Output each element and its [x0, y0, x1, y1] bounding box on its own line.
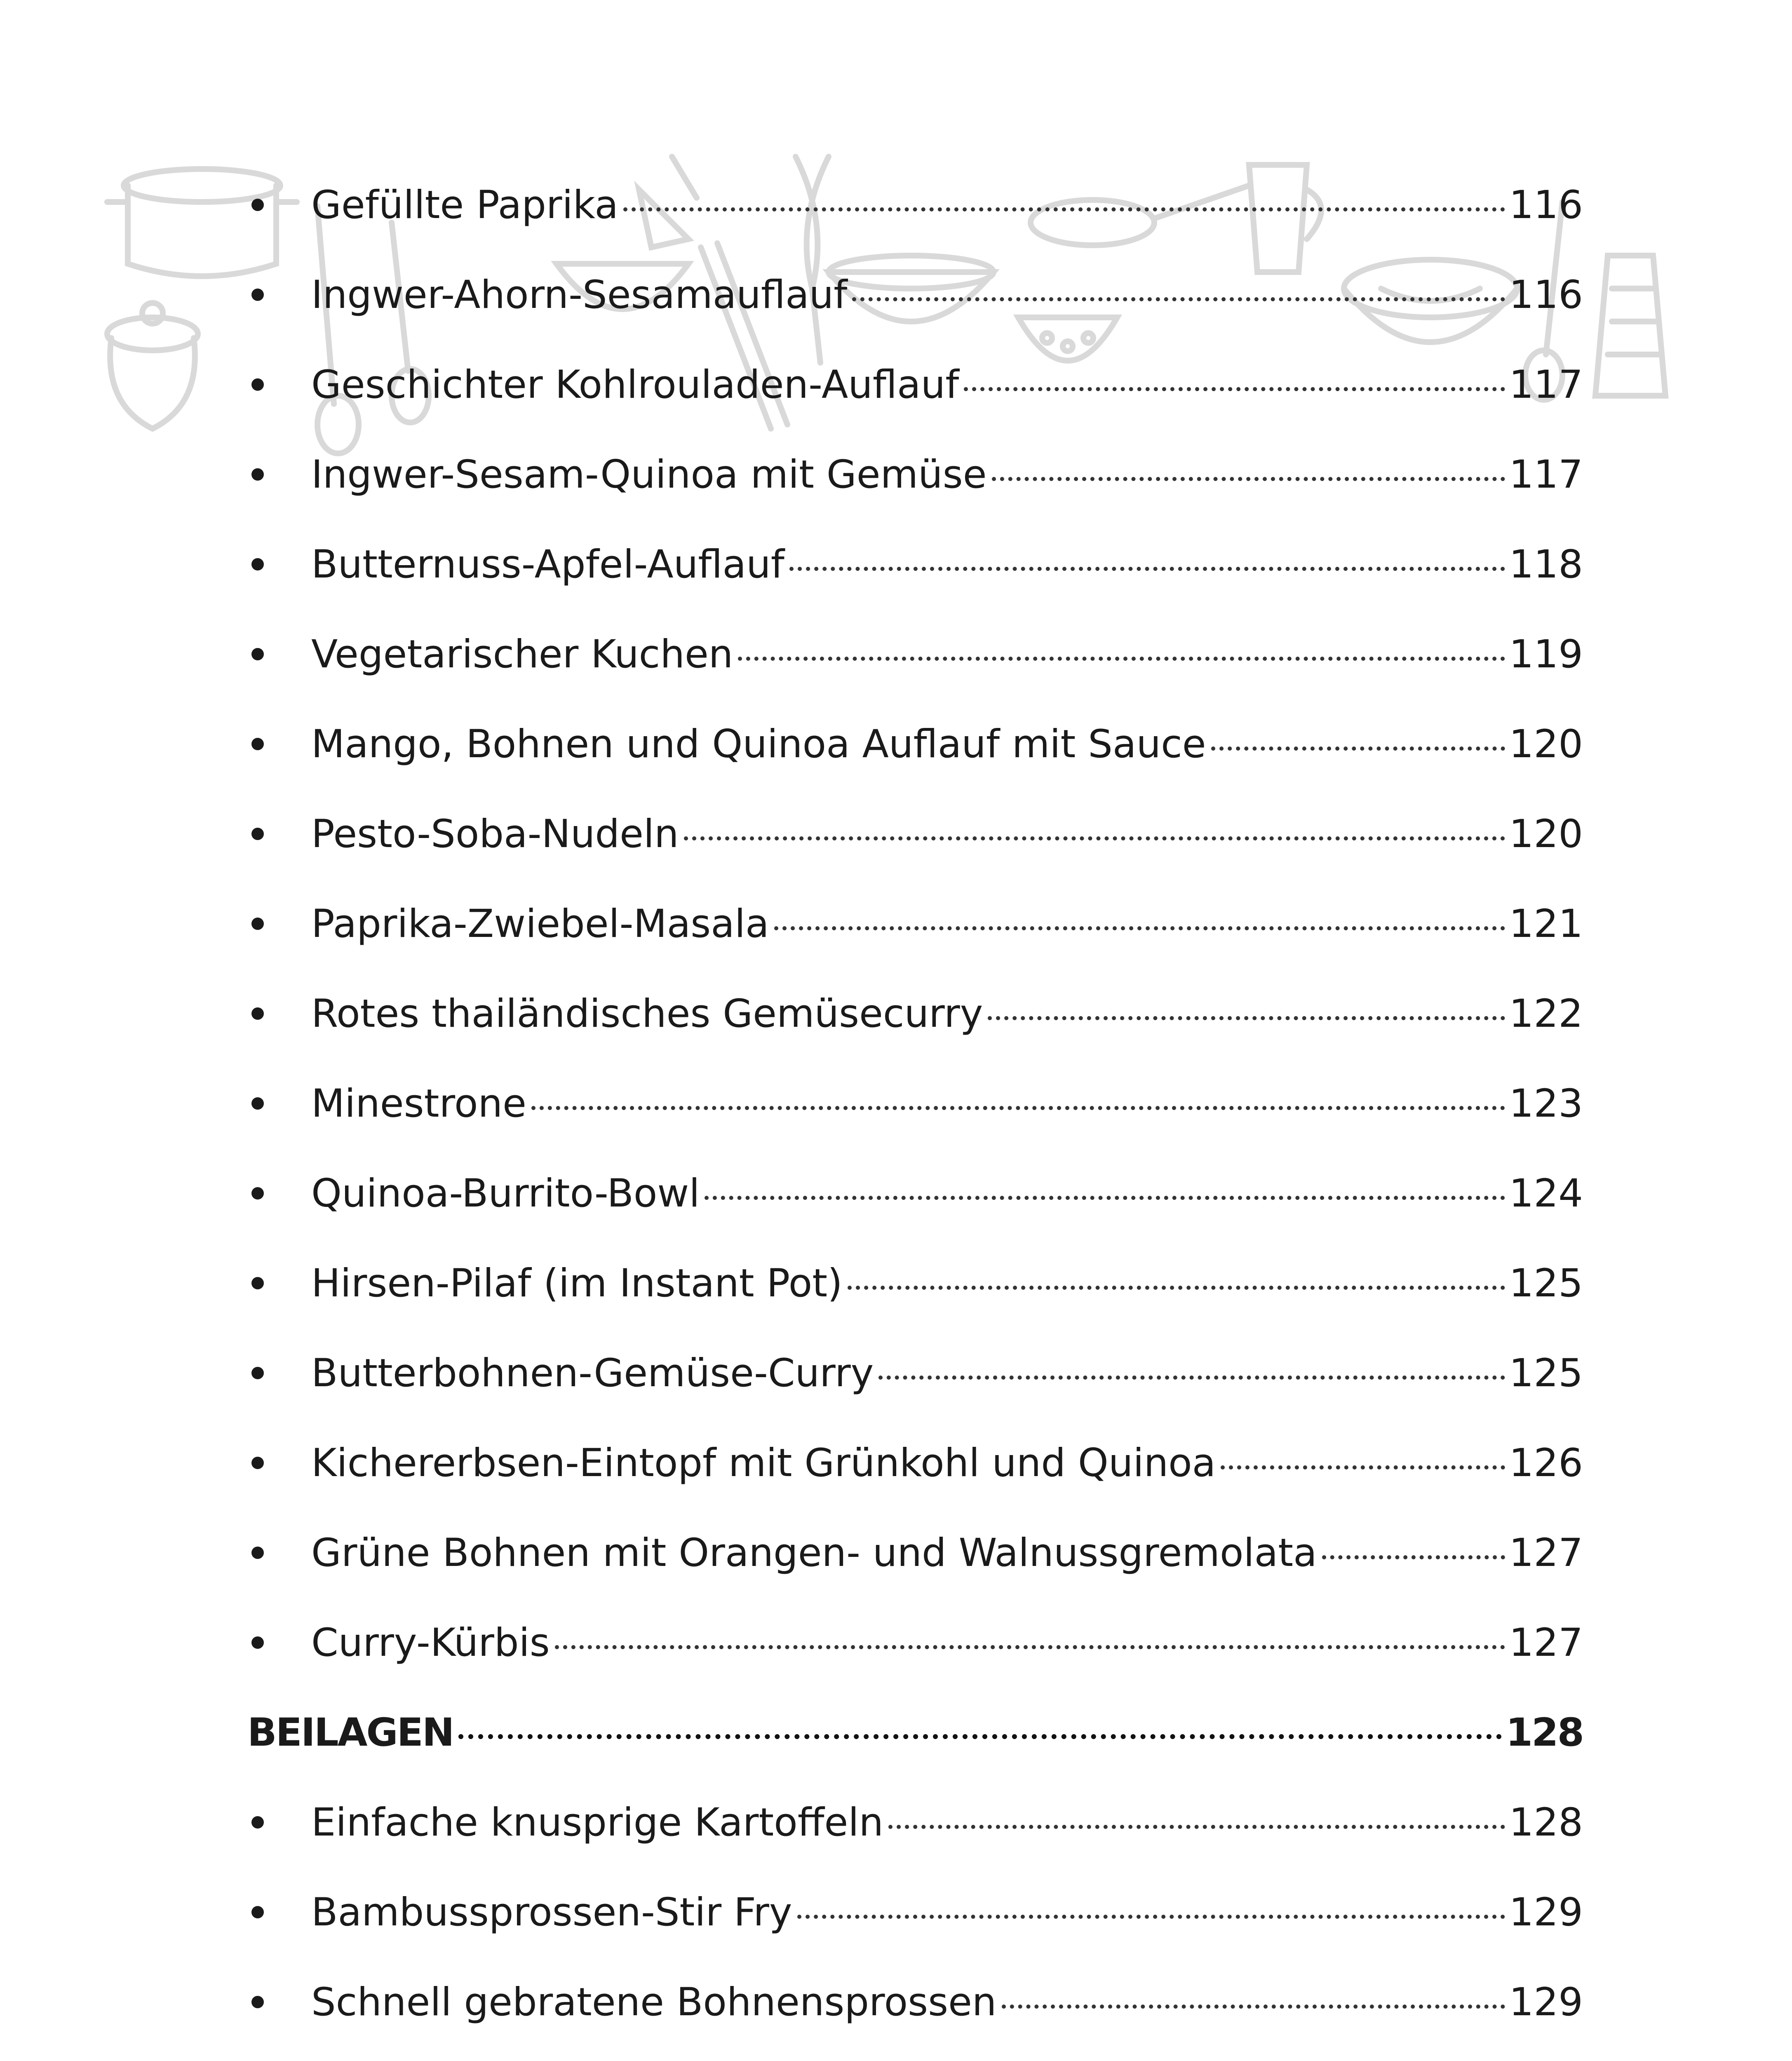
toc-entry[interactable] — [247, 340, 1583, 430]
toc-entry-title: Minestrone — [311, 1081, 526, 1126]
toc-entry-page: 129 — [1509, 1979, 1583, 2025]
toc-entry-page: 125 — [1509, 1350, 1583, 1396]
toc-entry-page: 121 — [1509, 901, 1583, 946]
toc-entry-page: 127 — [1509, 1620, 1583, 1665]
toc-entry-title: Bambussprossen-Stir Fry — [311, 1890, 792, 1935]
dot-leader — [1211, 746, 1505, 751]
bullet-icon — [251, 918, 264, 930]
toc-entry-title: Schnell gebratene Bohnensprossen — [311, 1979, 997, 2025]
toc-entry-page: 116 — [1509, 272, 1583, 317]
toc-entry[interactable] — [247, 609, 1583, 699]
toc-entry-page: 129 — [1509, 1890, 1583, 1935]
dot-leader — [705, 1196, 1505, 1200]
toc-entry-title: Pesto-Soba-Nudeln — [311, 811, 679, 857]
toc-entry[interactable] — [247, 789, 1583, 879]
toc-section-page: 128 — [1505, 1710, 1583, 1755]
dot-leader — [684, 836, 1505, 840]
toc-entry-page: 123 — [1509, 1081, 1583, 1126]
toc-entry[interactable] — [247, 1508, 1583, 1598]
bullet-icon — [251, 1277, 264, 1289]
dot-leader — [988, 1016, 1505, 1020]
bullet-icon — [251, 468, 264, 481]
table-of-contents — [247, 160, 1583, 2061]
dot-leader — [555, 1645, 1505, 1649]
toc-entry-title: Gefüllte Paprika — [311, 182, 619, 228]
toc-entry-title: Einfache knusprige Kartoffeln — [311, 1800, 884, 1845]
toc-entry[interactable] — [247, 699, 1583, 789]
bullet-icon — [251, 1816, 264, 1829]
bullet-icon — [251, 1367, 264, 1379]
toc-entry[interactable] — [247, 879, 1583, 969]
dot-leader — [774, 926, 1505, 930]
toc-entry-title: Geschichter Kohlrouladen-Auflauf — [311, 362, 959, 407]
toc-entry-title: Mango, Bohnen und Quinoa Auflauf mit Sauce — [311, 721, 1206, 767]
bullet-icon — [251, 1547, 264, 1559]
dot-leader — [1002, 2005, 1505, 2009]
toc-section-title: BEILAGEN — [247, 1710, 453, 1755]
dot-leader — [848, 1286, 1505, 1290]
toc-entry-title: Quinoa-Burrito-Bowl — [311, 1171, 700, 1216]
dot-leader — [458, 1734, 1502, 1739]
toc-entry-title: Grüne Bohnen mit Orangen- und Walnussgremolata — [311, 1530, 1317, 1575]
bullet-icon — [251, 738, 264, 750]
toc-entry[interactable] — [247, 969, 1583, 1059]
toc-entry[interactable] — [247, 1148, 1583, 1238]
dot-leader — [797, 1915, 1505, 1919]
toc-entry-page: 124 — [1509, 1171, 1583, 1216]
toc-entry-page: 117 — [1509, 362, 1583, 407]
bullet-icon — [251, 289, 264, 301]
toc-entry-page: 117 — [1509, 452, 1583, 497]
toc-entry-page: 125 — [1509, 1261, 1583, 1306]
toc-entry[interactable] — [247, 1867, 1583, 1957]
toc-entry-page: 128 — [1509, 1800, 1583, 1845]
dot-leader — [623, 207, 1505, 211]
toc-entry-title: Kichererbsen-Eintopf mit Grünkohl und Quinoa — [311, 1440, 1216, 1486]
toc-entry-title: Vegetarischer Kuchen — [311, 631, 733, 677]
dot-leader — [531, 1106, 1505, 1110]
toc-entry-page: 119 — [1509, 631, 1583, 677]
dot-leader — [852, 297, 1505, 301]
toc-entry-title: Curry-Kürbis — [311, 1620, 550, 1665]
toc-entry[interactable] — [247, 1328, 1583, 1418]
toc-entry-page: 120 — [1509, 721, 1583, 767]
dot-leader — [964, 387, 1505, 391]
toc-entry-title: Butternuss-Apfel-Auflauf — [311, 542, 784, 587]
toc-entry-page: 116 — [1509, 182, 1583, 228]
grater-icon — [1595, 256, 1665, 396]
bullet-icon — [251, 558, 264, 570]
toc-entry-title: Butterbohnen-Gemüse-Curry — [311, 1350, 874, 1396]
bullet-icon — [251, 1097, 264, 1110]
toc-entry-page: 127 — [1509, 1530, 1583, 1575]
toc-entry[interactable] — [247, 519, 1583, 609]
toc-entry-title: Paprika-Zwiebel-Masala — [311, 901, 769, 946]
toc-entry-page: 122 — [1509, 991, 1583, 1036]
bullet-icon — [251, 648, 264, 660]
bullet-icon — [251, 1636, 264, 1649]
dot-leader — [878, 1376, 1505, 1380]
toc-entry-page: 118 — [1509, 542, 1583, 587]
dot-leader — [738, 657, 1505, 661]
toc-entry-title: Hirsen-Pilaf (im Instant Pot) — [311, 1261, 843, 1306]
toc-entry[interactable] — [247, 1238, 1583, 1328]
toc-entry[interactable] — [247, 1059, 1583, 1148]
bullet-icon — [251, 1007, 264, 1020]
dot-leader — [992, 477, 1505, 481]
toc-entry[interactable] — [247, 1598, 1583, 1688]
toc-entry-title: Ingwer-Ahorn-Sesamauflauf — [311, 272, 848, 317]
bullet-icon — [251, 378, 264, 391]
dot-leader — [1221, 1465, 1505, 1469]
toc-entry-page: 126 — [1509, 1440, 1583, 1486]
toc-entry[interactable] — [247, 430, 1583, 519]
toc-entry[interactable] — [247, 1418, 1583, 1508]
dot-leader — [1322, 1555, 1505, 1559]
bullet-icon — [251, 1906, 264, 1918]
bullet-icon — [251, 199, 264, 211]
toc-entry-title: Ingwer-Sesam-Quinoa mit Gemüse — [311, 452, 987, 497]
bullet-icon — [251, 1996, 264, 2008]
dot-leader — [789, 567, 1505, 571]
bullet-icon — [251, 1187, 264, 1200]
toc-section-heading[interactable] — [247, 1688, 1583, 1777]
toc-entry[interactable] — [247, 160, 1583, 250]
jug-icon — [107, 303, 198, 429]
toc-entry[interactable] — [247, 250, 1583, 340]
dot-leader — [888, 1825, 1505, 1829]
toc-entry[interactable] — [247, 1777, 1583, 1867]
toc-entry-title: Rotes thailändisches Gemüsecurry — [311, 991, 983, 1036]
toc-entry[interactable] — [247, 1957, 1583, 2047]
toc-entry-page: 120 — [1509, 811, 1583, 857]
bullet-icon — [251, 1457, 264, 1469]
bullet-icon — [251, 828, 264, 840]
toc-entry[interactable] — [247, 2047, 1583, 2061]
